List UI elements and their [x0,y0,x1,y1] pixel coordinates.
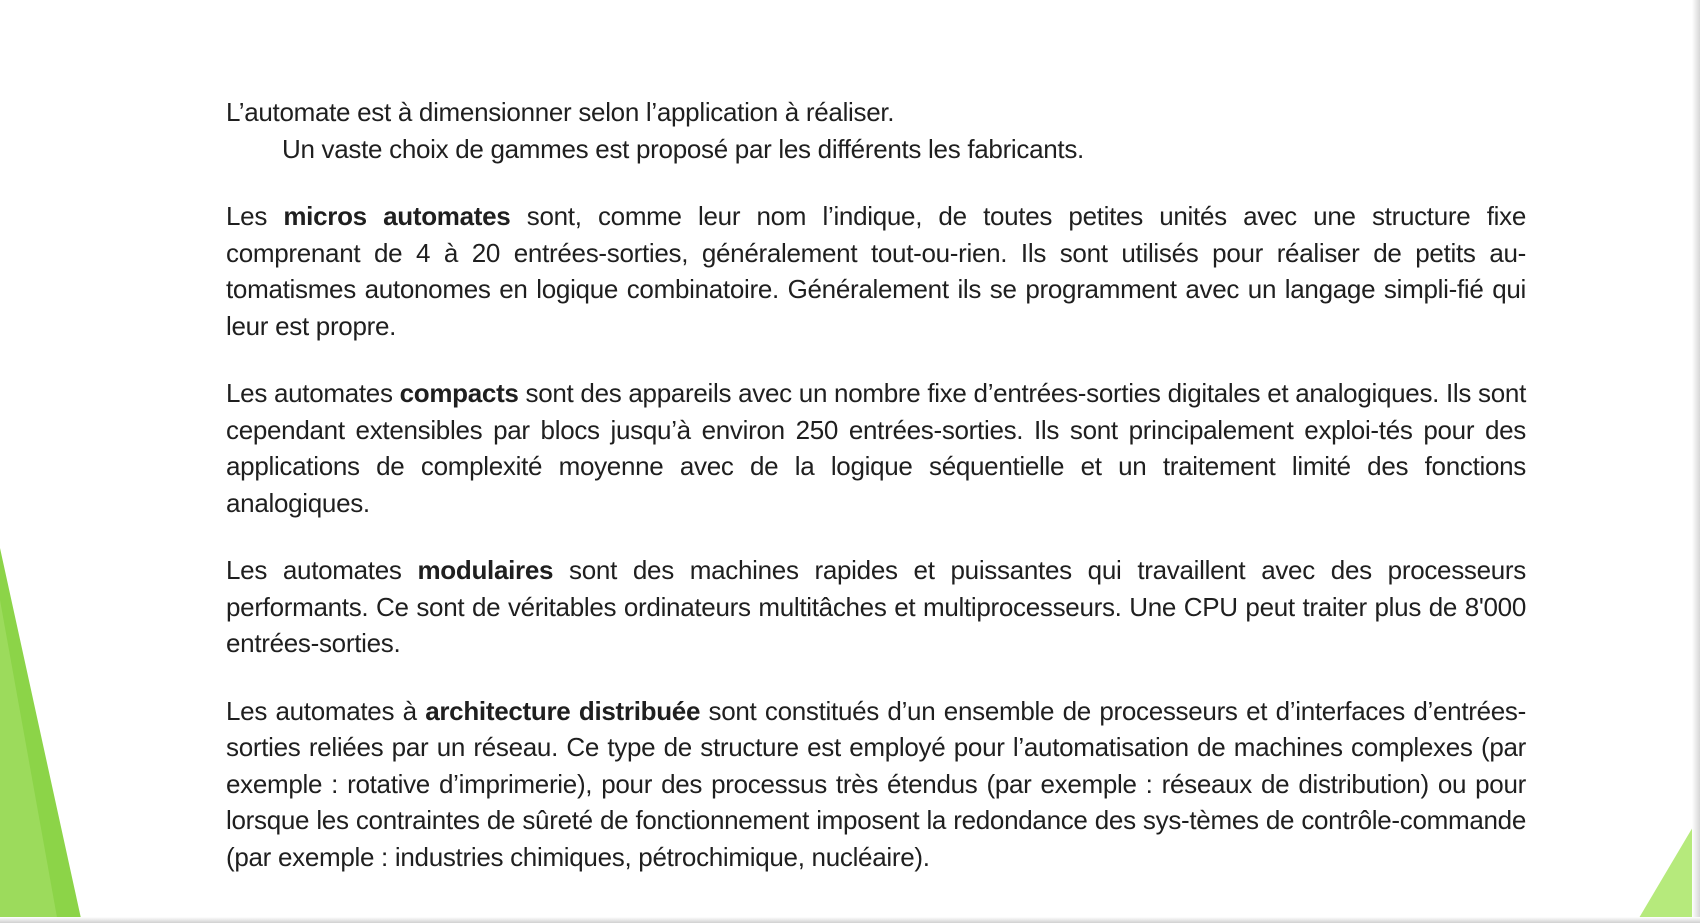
right-edge-shadow [1692,0,1700,923]
intro-line-2: Un vaste choix de gammes est proposé par les différents les fabricants. [282,133,1084,164]
bold-term: modulaires [417,555,554,585]
paragraph-architecture-distribuee [226,693,1526,876]
paragraph-modulaires [226,552,1526,662]
text-body [226,94,1526,906]
paragraph-text: sont des machines rapides et puissantes qui travaillent avec des processeurs performants. Ce sont de véritables ordinateurs multitâches et multiprocesseurs. Une CPU peut traiter plus de 8'000 entrées-sorties. [226,555,1526,658]
paragraph-text: Les [226,201,284,231]
paragraph-text: Les automates [226,555,418,585]
bold-term: architecture distribuée [425,695,701,726]
paragraph-text: sont des appareils avec un nombre fixe d’entrées-sorties digitales et analogiques. Ils sont cependant extensibles par blocs jusqu’à environ 250 entrées-sorties. Ils sont principalement exploi-tés pour des applications de complexité moyenne avec de la logique séquentielle et un traitement limité des fonctions analogiques. [226,378,1526,518]
bottom-edge-shadow [0,917,1700,923]
intro-line-1: L’automate est à dimensionner selon l’application à réaliser. [226,97,895,127]
paragraph-text: Les automates [226,378,400,408]
paragraph-micros-automates [226,198,1526,344]
right-green-triangle [1636,815,1700,923]
bold-term: compacts [399,378,519,408]
paragraph-compacts [226,375,1526,521]
paragraph-text: Les automates à [226,695,426,726]
paragraph-text: sont, comme leur nom l’indique, de toutes petites unités avec une structure fixe comprenant de 4 à 20 entrées-sorties, généralement tout-ou-rien. Ils sont utilisés pour réaliser de petits au-tomatismes autonomes en logique combinatoire. Généralement ils se programment avec un langage simpli-fié qui leur est propre. [226,201,1526,341]
bold-term: micros automates [283,201,511,231]
paragraph-text: sont constitués d’un ensemble de processeurs et d’interfaces d’entrées-sorties reliées par un réseau. Ce type de structure est employé pour l’automatisation de machines complexes (par exemple : rotative d’imprimerie), pour des processus très étendus (par exemple : réseaux de distribution) ou pour lorsque les contraintes de sûreté de fonctionnement imposent la redondance des sys-tèmes de contrôle-commande (par exemple : industries chimiques, pétrochimique, nucléaire). [226,695,1526,872]
